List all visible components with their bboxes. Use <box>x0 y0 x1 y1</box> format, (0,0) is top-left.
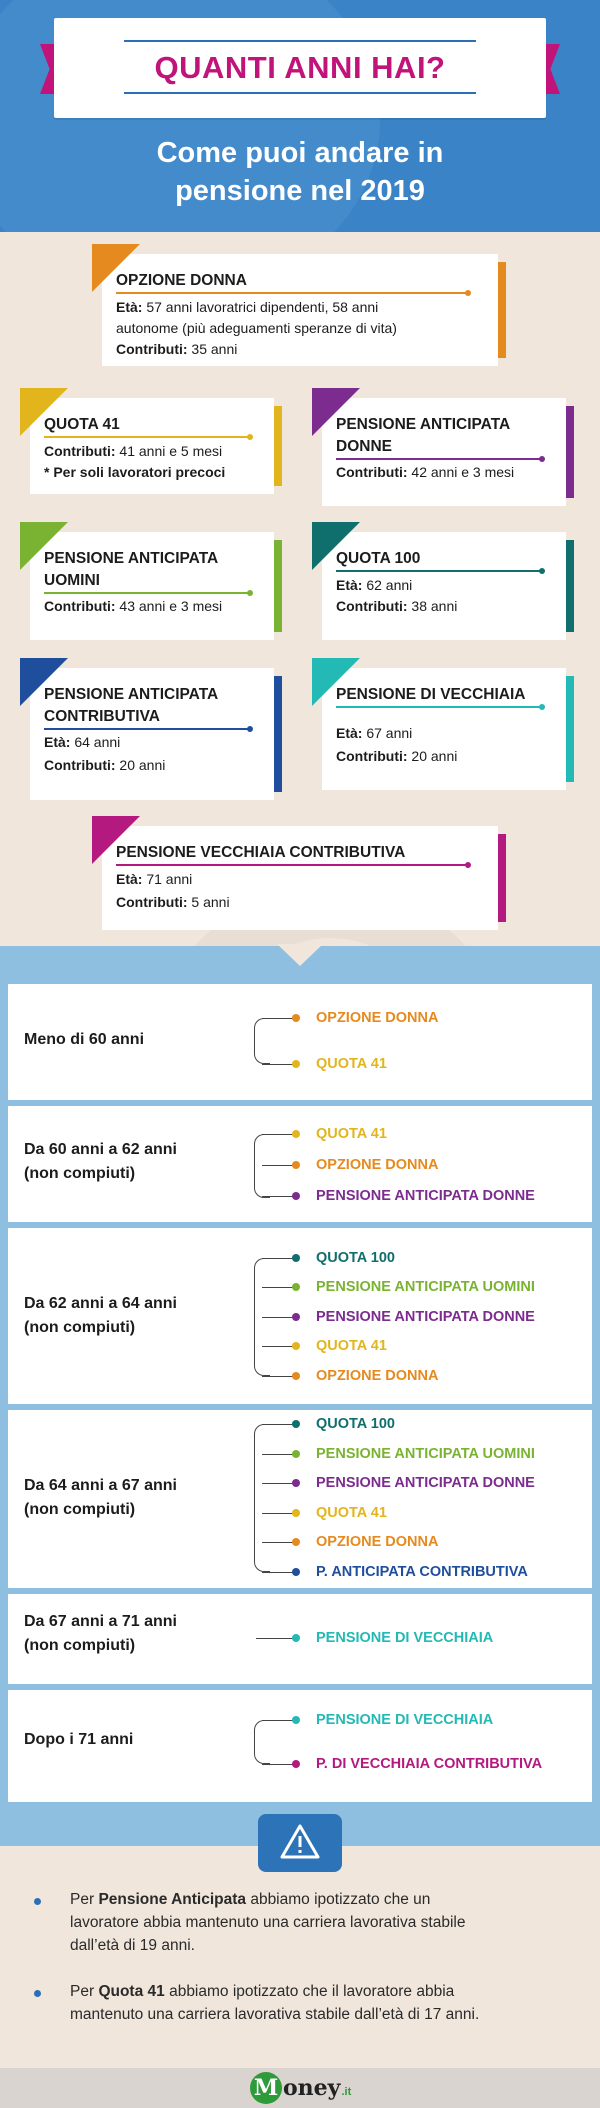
card-pensione-anticipata-uomini: PENSIONE ANTICIPATA UOMINI Contributi: 43 anni e 3 mesi <box>30 532 274 640</box>
card-title: PENSIONE ANTICIPATA CONTRIBUTIVA <box>44 686 219 725</box>
option-pensione-di-vecchiaia: PENSIONE DI VECCHIAIA <box>316 1712 494 1728</box>
age-row-67-71: Da 67 anni a 71 anni (non compiuti) PENSIONE DI VECCHIAIA <box>8 1594 592 1684</box>
card-title: PENSIONE ANTICIPATA DONNE <box>336 416 511 455</box>
option-quota-41: QUOTA 41 <box>316 1126 387 1142</box>
header-banner <box>0 0 600 232</box>
option-opzione-donna: OPZIONE DONNA <box>316 1534 439 1550</box>
page-subtitle: Come puoi andare in pensione nel 2019 <box>156 137 444 207</box>
card-title: PENSIONE DI VECCHIAIA <box>336 686 526 703</box>
option-pensione-anticipata-donne: PENSIONE ANTICIPATA DONNE <box>316 1309 535 1325</box>
option-quota-41: QUOTA 41 <box>316 1505 387 1521</box>
card-title: OPZIONE DONNA <box>116 272 247 289</box>
page-title: QUANTI ANNI HAI? <box>154 50 446 85</box>
option-anticipata-contributiva: P. ANTICIPATA CONTRIBUTIVA <box>316 1564 528 1580</box>
option-pensione-anticipata-donne: PENSIONE ANTICIPATA DONNE <box>316 1188 535 1204</box>
bullet <box>34 1898 41 1905</box>
age-row-64-67: Da 64 anni a 67 anni (non compiuti) QUOTA 100 PENSIONE ANTICIPATA UOMINI PENSIONE ANTICIPATA DONNE QUOTA 41 OPZIONE DONNA P. ANTICIPATA CONTRIBUTIVA <box>8 1410 592 1588</box>
option-quota-41: QUOTA 41 <box>316 1056 387 1072</box>
age-row-under-60: Meno di 60 anni OPZIONE DONNA QUOTA 41 <box>8 984 592 1100</box>
card-title: PENSIONE VECCHIAIA CONTRIBUTIVA <box>116 844 406 861</box>
card-pensione-vecchiaia-contributiva: PENSIONE VECCHIAIA CONTRIBUTIVA Età: 71 anni Contributi: 5 anni <box>102 826 498 930</box>
card-pensione-anticipata-donne: PENSIONE ANTICIPATA DONNE Contributi: 42 anni e 3 mesi <box>322 398 566 506</box>
note-quota-41: Per Quota 41 abbiamo ipotizzato che il lavoratore abbia mantenuto una carriera lavorativa stabile dall’età di 17 anni. <box>70 1983 480 2023</box>
option-pensione-anticipata-uomini: PENSIONE ANTICIPATA UOMINI <box>316 1279 535 1295</box>
option-opzione-donna: OPZIONE DONNA <box>316 1368 439 1384</box>
card-pensione-di-vecchiaia: PENSIONE DI VECCHIAIA Età: 67 anni Contributi: 20 anni <box>322 668 566 790</box>
card-quota-41: QUOTA 41 Contributi: 41 anni e 5 mesi * Per soli lavoratori precoci <box>30 398 274 494</box>
card-title: QUOTA 100 <box>336 550 421 567</box>
age-row-over-71: Dopo i 71 anni PENSIONE DI VECCHIAIA P. DI VECCHIAIA CONTRIBUTIVA <box>8 1690 592 1802</box>
card-quota-100: QUOTA 100 Età: 62 anni Contributi: 38 anni <box>322 532 566 640</box>
option-pensione-anticipata-uomini: PENSIONE ANTICIPATA UOMINI <box>316 1446 535 1462</box>
option-quota-100: QUOTA 100 <box>316 1416 395 1432</box>
card-opzione-donna: OPZIONE DONNA Età: 57 anni lavoratrici dipendenti, 58 anni autonome (più adeguamenti speranze di vita) Contributi: 35 anni <box>102 254 498 366</box>
title-box <box>40 18 560 118</box>
footer <box>0 2068 600 2108</box>
option-quota-100: QUOTA 100 <box>316 1250 395 1266</box>
warning-icon <box>280 1823 320 1861</box>
card-pensione-anticipata-contributiva: PENSIONE ANTICIPATA CONTRIBUTIVA Età: 64 anni Contributi: 20 anni <box>30 668 274 800</box>
warning-badge <box>258 1814 342 1872</box>
option-opzione-donna: OPZIONE DONNA <box>316 1157 439 1173</box>
card-title: QUOTA 41 <box>44 416 120 433</box>
age-row-62-64: Da 62 anni a 64 anni (non compiuti) QUOTA 100 PENSIONE ANTICIPATA UOMINI PENSIONE ANTICIPATA DONNE QUOTA 41 OPZIONE DONNA <box>8 1228 592 1404</box>
option-quota-41: QUOTA 41 <box>316 1338 387 1354</box>
logo-m-icon: M <box>250 2072 282 2104</box>
option-pensione-di-vecchiaia: PENSIONE DI VECCHIAIA <box>316 1630 494 1646</box>
age-row-60-62: Da 60 anni a 62 anni (non compiuti) QUOTA 41 OPZIONE DONNA PENSIONE ANTICIPATA DONNE <box>8 1106 592 1222</box>
card-title: PENSIONE ANTICIPATA UOMINI <box>44 550 219 589</box>
bullet <box>34 1990 41 1997</box>
option-opzione-donna: OPZIONE DONNA <box>316 1010 439 1026</box>
money-logo[interactable]: M oney .it <box>250 2072 351 2104</box>
option-vecchiaia-contributiva: P. DI VECCHIAIA CONTRIBUTIVA <box>316 1756 543 1772</box>
note-pensione-anticipata: Per Pensione Anticipata abbiamo ipotizzato che un lavoratore abbia mantenuto una carriera lavorativa stabile dall’età di 19 anni. <box>70 1891 466 1954</box>
option-pensione-anticipata-donne: PENSIONE ANTICIPATA DONNE <box>316 1475 535 1491</box>
